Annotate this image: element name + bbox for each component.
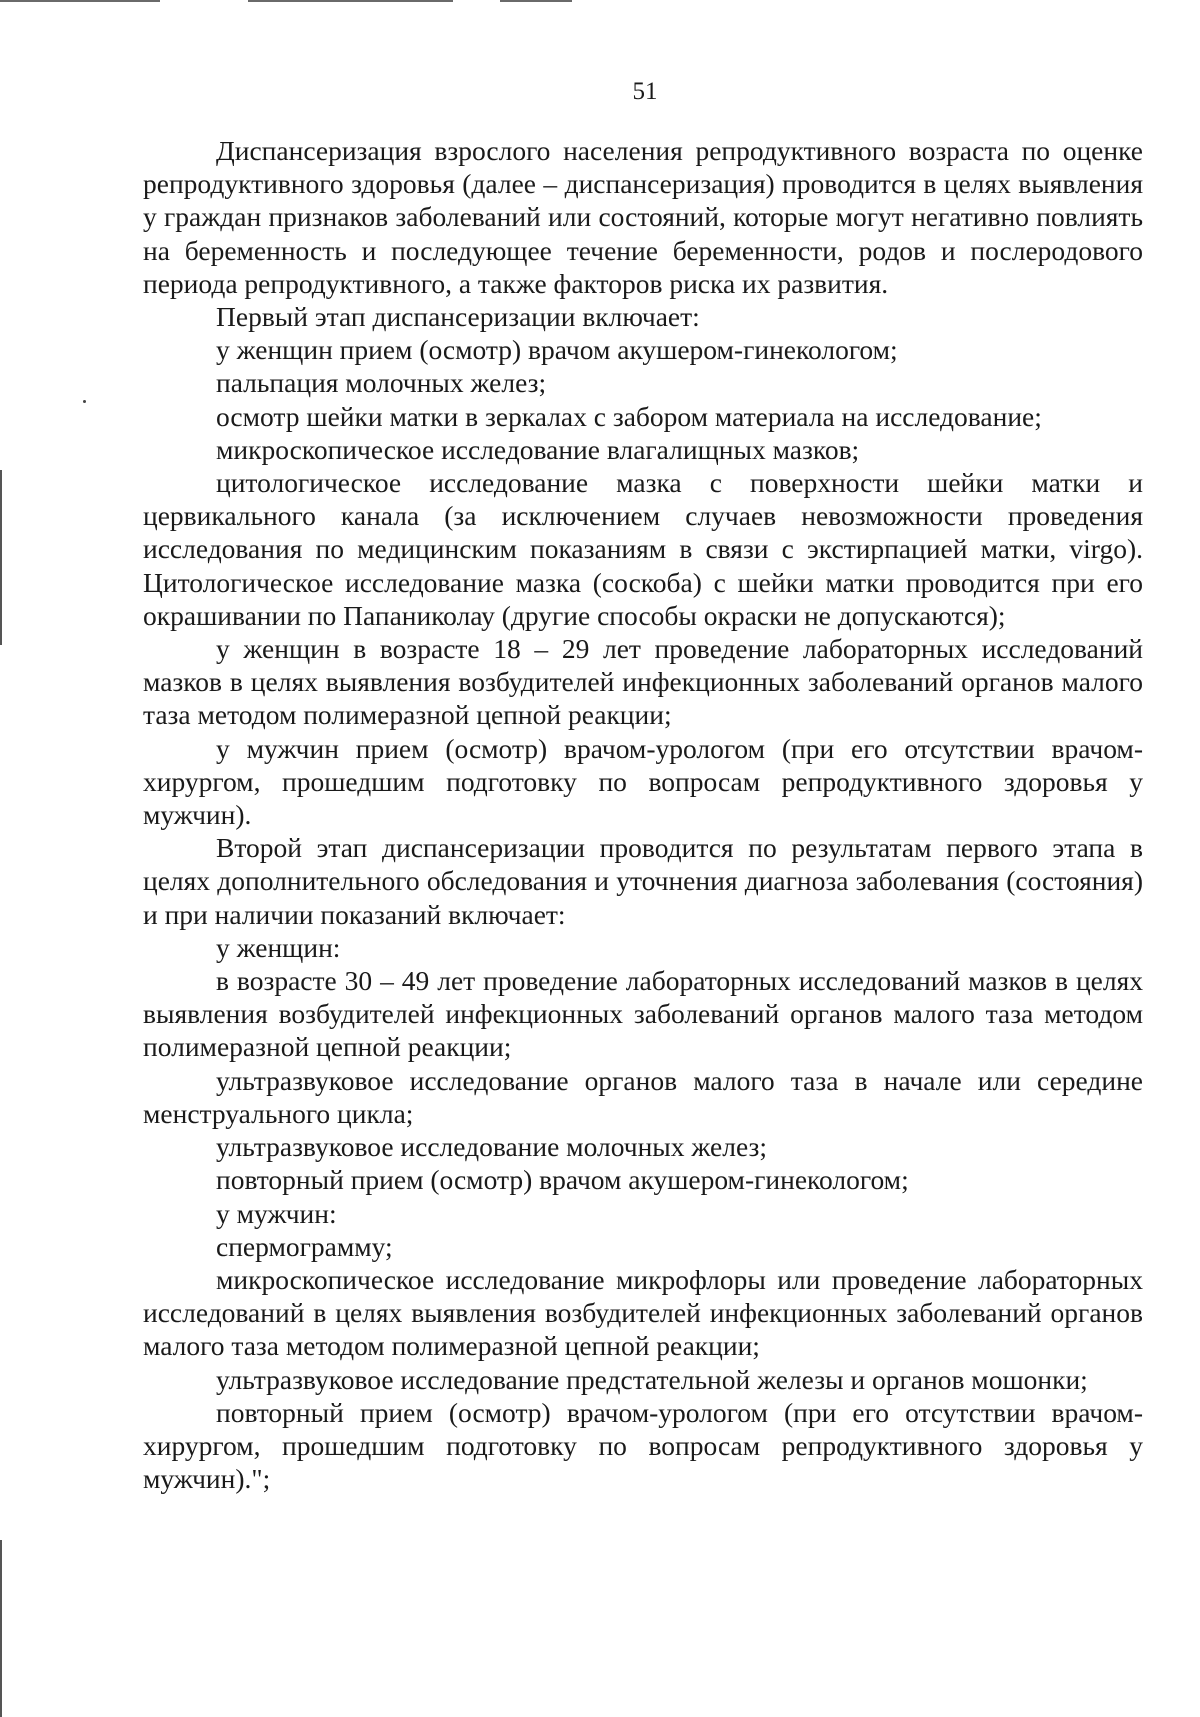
second-stage-heading: Второй этап диспансеризации проводится по результатам первого этапа в целях дополнительного обследования и уточнения диагноза заболевания (состояния) и при наличии показаний включает: bbox=[143, 832, 1143, 930]
list-item: спермограмму; bbox=[216, 1230, 393, 1262]
list-item: повторный прием (осмотр) врачом-урологом (при его отсутствии врачом-хирургом, прошедшим подготовку по вопросам репродуктивного здоровья у мужчин)."; bbox=[143, 1396, 1143, 1495]
list-item: в возрасте 30 – 49 лет проведение лабораторных исследований мазков в целях выявления возбудителей инфекционных заболеваний органов малого таза методом полимеразной цепной реакции; bbox=[143, 965, 1143, 1063]
page-number: 51 bbox=[632, 78, 658, 105]
scan-left-edge-line bbox=[0, 470, 2, 645]
scan-dot-mark bbox=[83, 400, 86, 403]
list-subheading: у мужчин: bbox=[216, 1197, 337, 1229]
list-item: у женщин в возрасте 18 – 29 лет проведение лабораторных исследований мазков в целях выявления возбудителей инфекционных заболеваний органов малого таза методом полимеразной цепной реакции; bbox=[143, 633, 1143, 731]
list-item: ультразвуковое исследование молочных желез; bbox=[216, 1131, 767, 1163]
list-item: пальпация молочных желез; bbox=[216, 367, 547, 399]
list-item: микроскопическое исследование влагалищных мазков; bbox=[216, 433, 860, 465]
list-item: цитологическое исследование мазка с поверхности шейки матки и цервикального канала (за исключением случаев невозможности проведения исследования по медицинским показаниям в связи с экстирпацией матки, virgo). Цитологическое исследование мазка (соскоба) с шейки матки проводится при его окрашивании по Папаниколау (другие способы окраски не допускаются); bbox=[143, 467, 1143, 631]
scan-top-edge-line bbox=[248, 0, 453, 2]
list-subheading: у женщин: bbox=[216, 931, 341, 963]
intro-paragraph: Диспансеризация взрослого населения репродуктивного возраста по оценке репродуктивного здоровья (далее – диспансеризация) проводится в целях выявления у граждан признаков заболеваний или состояний, которые могут негативно повлиять на беременность и последующее течение беременности, родов и послеродового периода репродуктивного, а также факторов риска их развития. bbox=[143, 135, 1143, 299]
list-item: ультразвуковое исследование предстательной железы и органов мошонки; bbox=[216, 1363, 1088, 1395]
list-item: осмотр шейки матки в зеркалах с забором материала на исследование; bbox=[216, 400, 1042, 432]
list-item: ультразвуковое исследование органов малого таза в начале или середине менструального цикла; bbox=[143, 1064, 1143, 1129]
scan-top-edge-line bbox=[0, 0, 160, 2]
list-item: повторный прием (осмотр) врачом акушером-гинекологом; bbox=[216, 1164, 909, 1196]
scan-top-edge-line bbox=[500, 0, 572, 2]
scan-left-edge-line bbox=[0, 1540, 2, 1717]
document-body bbox=[143, 134, 1143, 1495]
list-item: у мужчин прием (осмотр) врачом-урологом (при его отсутствии врачом-хирургом, прошедшим подготовку по вопросам репродуктивного здоровья у мужчин). bbox=[143, 732, 1143, 831]
first-stage-heading: Первый этап диспансеризации включает: bbox=[216, 301, 700, 333]
list-item: у женщин прием (осмотр) врачом акушером-гинекологом; bbox=[216, 334, 898, 366]
list-item: микроскопическое исследование микрофлоры или проведение лабораторных исследований в целях выявления возбудителей инфекционных заболеваний органов малого таза методом полимеразной цепной реакции; bbox=[143, 1263, 1143, 1362]
